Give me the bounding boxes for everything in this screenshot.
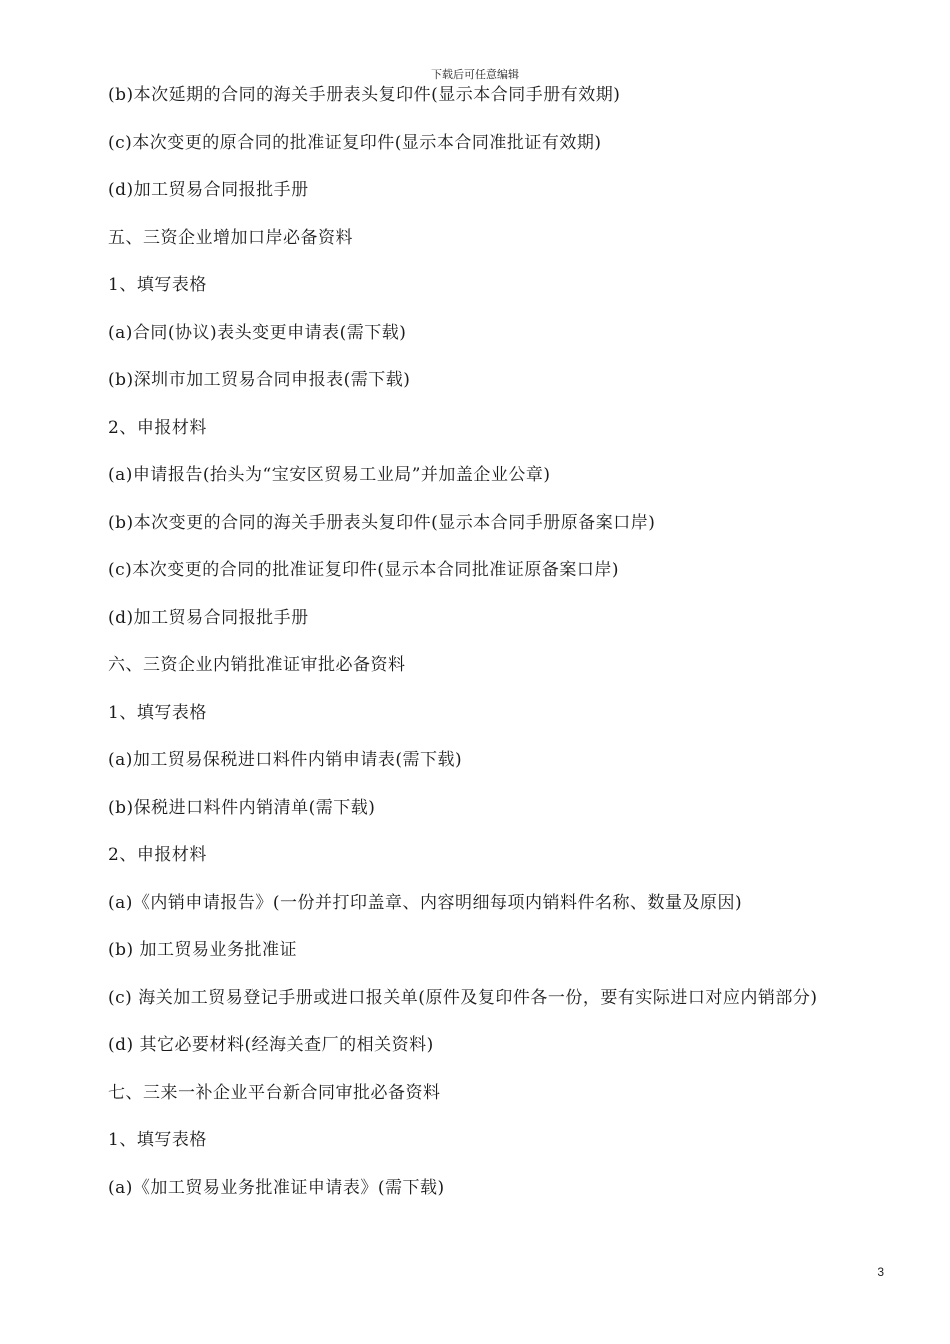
paragraph: (b) 加工贸易业务批准证 xyxy=(108,940,298,960)
paragraph: (b)本次延期的合同的海关手册表头复印件(显示本合同手册有效期) xyxy=(108,85,621,105)
section-heading: 七、三来一补企业平台新合同审批必备资料 xyxy=(108,1082,441,1103)
paragraph: (b)保税进口料件内销清单(需下载) xyxy=(108,797,376,818)
paragraph: (c) 海关加工贸易登记手册或进口报关单(原件及复印件各一份，要有实际进口对应内销部分) xyxy=(108,987,818,1008)
paragraph: (a)加工贸易保税进口料件内销申请表(需下载) xyxy=(108,750,463,770)
paragraph: (a)申请报告(抬头为“宝安区贸易工业局”并加盖企业公章) xyxy=(108,465,551,485)
subsection-heading: 2、申报材料 xyxy=(108,845,207,865)
paragraph: (b)深圳市加工贸易合同申报表(需下载) xyxy=(108,370,411,390)
paragraph: (d) 其它必要材料(经海关查厂的相关资料) xyxy=(108,1035,434,1055)
paragraph: (d)加工贸易合同报批手册 xyxy=(108,607,309,628)
paragraph: (a)《内销申请报告》(一份并打印盖章、内容明细每项内销料件名称、数量及原因) xyxy=(108,892,743,913)
paragraph: (a)《加工贸易业务批准证申请表》(需下载) xyxy=(108,1177,445,1198)
page-number: 3 xyxy=(877,1265,884,1279)
document-body xyxy=(70,84,870,1224)
subsection-heading: 1、填写表格 xyxy=(108,275,207,295)
paragraph: (d)加工贸易合同报批手册 xyxy=(108,180,309,200)
paragraph: (c)本次变更的原合同的批准证复印件(显示本合同准批证有效期) xyxy=(108,132,602,153)
subsection-heading: 2、申报材料 xyxy=(108,417,207,438)
subsection-heading: 1、填写表格 xyxy=(108,1130,207,1150)
paragraph: (a)合同(协议)表头变更申请表(需下载) xyxy=(108,322,407,343)
paragraph: (c)本次变更的合同的批准证复印件(显示本合同批准证原备案口岸) xyxy=(108,560,620,580)
paragraph: (b)本次变更的合同的海关手册表头复印件(显示本合同手册原备案口岸) xyxy=(108,512,656,533)
section-heading: 五、三资企业增加口岸必备资料 xyxy=(108,227,353,248)
subsection-heading: 1、填写表格 xyxy=(108,702,207,723)
section-heading: 六、三资企业内销批准证审批必备资料 xyxy=(108,655,406,675)
header-note: 下载后可任意编辑 xyxy=(431,68,519,81)
